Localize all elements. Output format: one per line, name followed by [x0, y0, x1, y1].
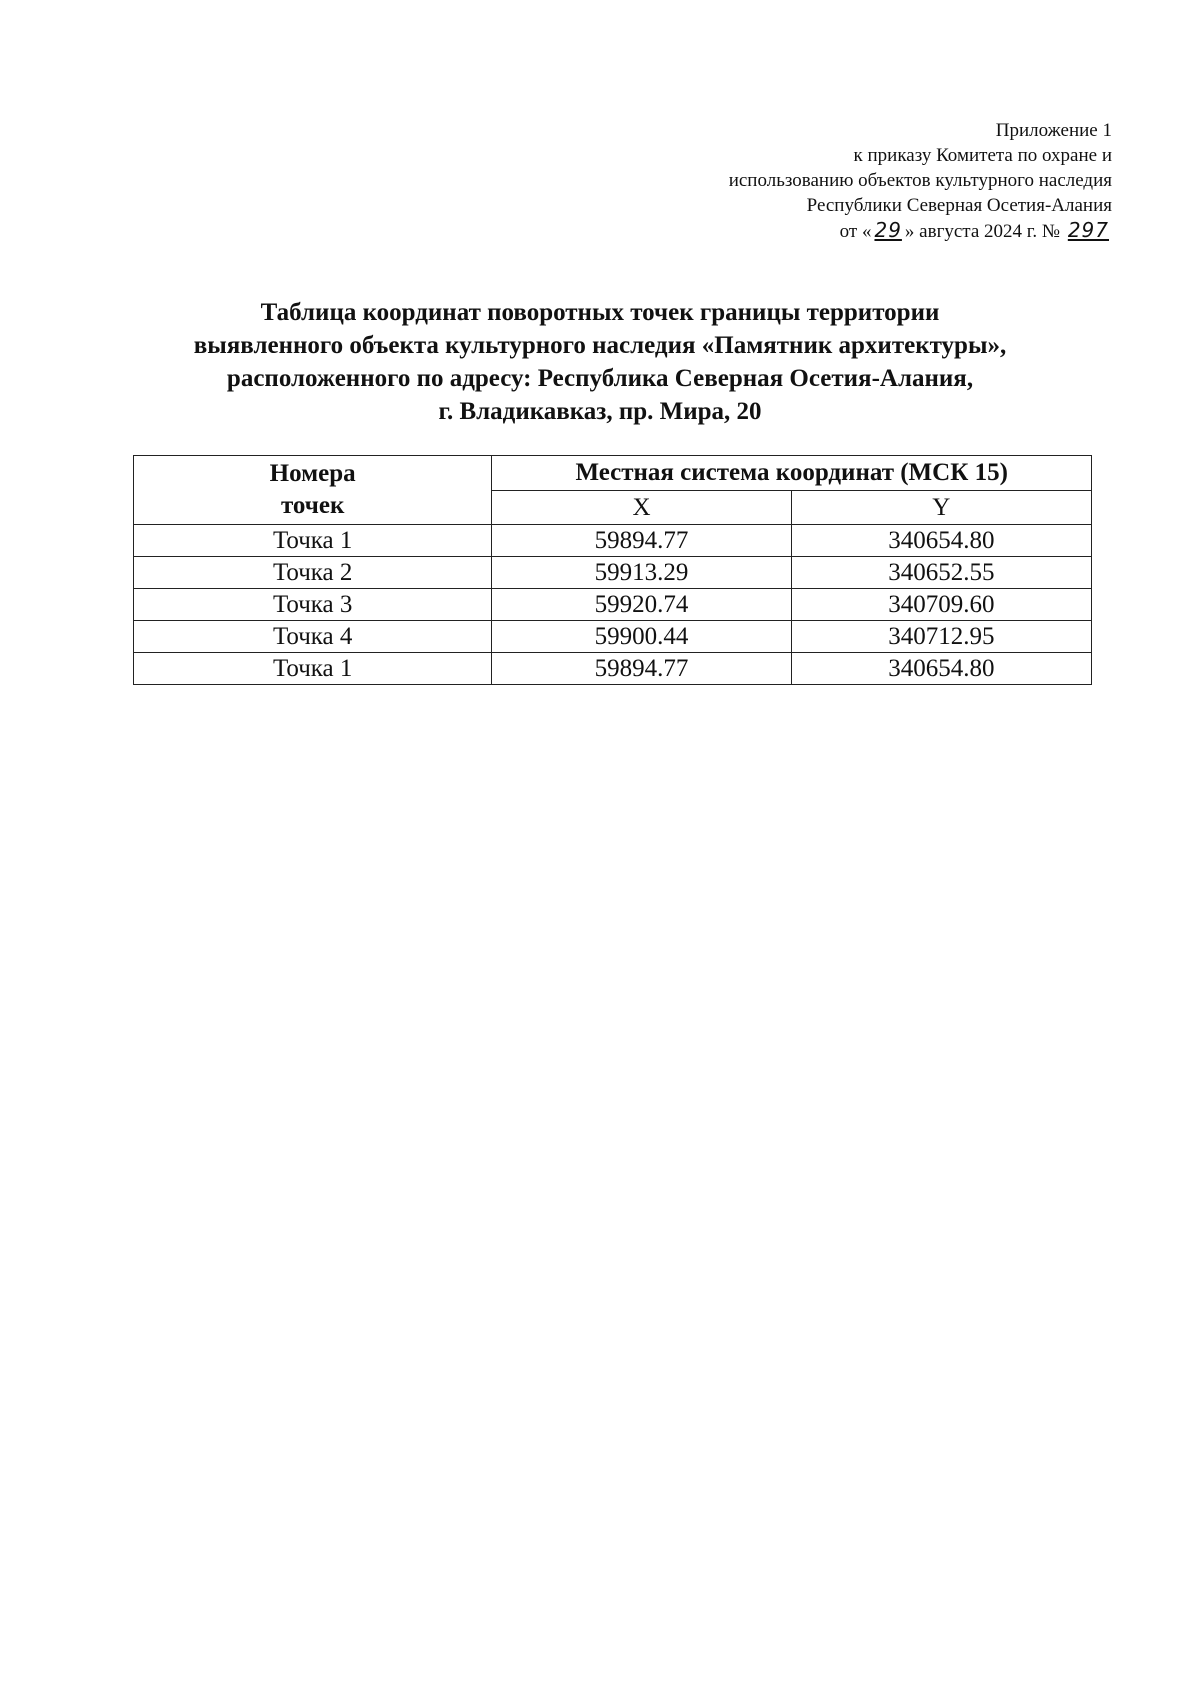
- cell-y: 340654.80: [791, 525, 1091, 557]
- coordinates-table: [133, 455, 1092, 685]
- cell-x: 59894.77: [492, 525, 791, 557]
- handwritten-order-number: 297: [1067, 218, 1109, 242]
- cell-x: 59920.74: [492, 589, 791, 621]
- cell-point: Точка 4: [134, 621, 492, 653]
- cell-point: Точка 2: [134, 557, 492, 589]
- cell-y: 340654.80: [791, 653, 1091, 685]
- header-coordinate-system: Местная система координат (МСК 15): [492, 456, 1092, 491]
- handwritten-day: 29: [874, 218, 902, 242]
- table-row: [134, 653, 1092, 685]
- cell-y: 340652.55: [791, 557, 1091, 589]
- table-row: [134, 525, 1092, 557]
- title-line-4: г. Владикавказ, пр. Мира, 20: [438, 398, 762, 425]
- cell-x: 59894.77: [492, 653, 791, 685]
- table-row: [134, 557, 1092, 589]
- document-title: [0, 296, 1200, 428]
- cell-point: Точка 1: [134, 653, 492, 685]
- table-row: [134, 621, 1092, 653]
- appendix-committee: использованию объектов культурного наследия: [728, 170, 1112, 191]
- cell-y: 340712.95: [791, 621, 1091, 653]
- title-line-1: Таблица координат поворотных точек границы территории: [260, 299, 940, 326]
- date-middle: » августа 2024 г. №: [904, 221, 1061, 242]
- cell-point: Точка 1: [134, 525, 492, 557]
- cell-x: 59900.44: [492, 621, 791, 653]
- header-points-line-2: точек: [280, 492, 345, 519]
- header-points-line-1: Номера: [269, 460, 356, 487]
- title-line-3: расположенного по адресу: Республика Северная Осетия-Алания,: [226, 365, 974, 392]
- date-prefix: от «: [839, 221, 872, 242]
- header-x: X: [492, 491, 791, 525]
- table-header-row: [134, 456, 1092, 491]
- header-y: Y: [791, 491, 1091, 525]
- table-row: [134, 589, 1092, 621]
- cell-y: 340709.60: [791, 589, 1091, 621]
- cell-x: 59913.29: [492, 557, 791, 589]
- header-point-numbers: [134, 456, 492, 525]
- appendix-date-line: [729, 218, 1112, 244]
- appendix-republic: Республики Северная Осетия-Алания: [806, 195, 1112, 216]
- appendix-title: Приложение 1: [995, 120, 1112, 141]
- appendix-order-ref: к приказу Комитета по охране и: [853, 145, 1112, 166]
- appendix-header: [729, 118, 1112, 244]
- title-line-2: выявленного объекта культурного наследия «Памятник архитектуры»,: [193, 332, 1007, 359]
- cell-point: Точка 3: [134, 589, 492, 621]
